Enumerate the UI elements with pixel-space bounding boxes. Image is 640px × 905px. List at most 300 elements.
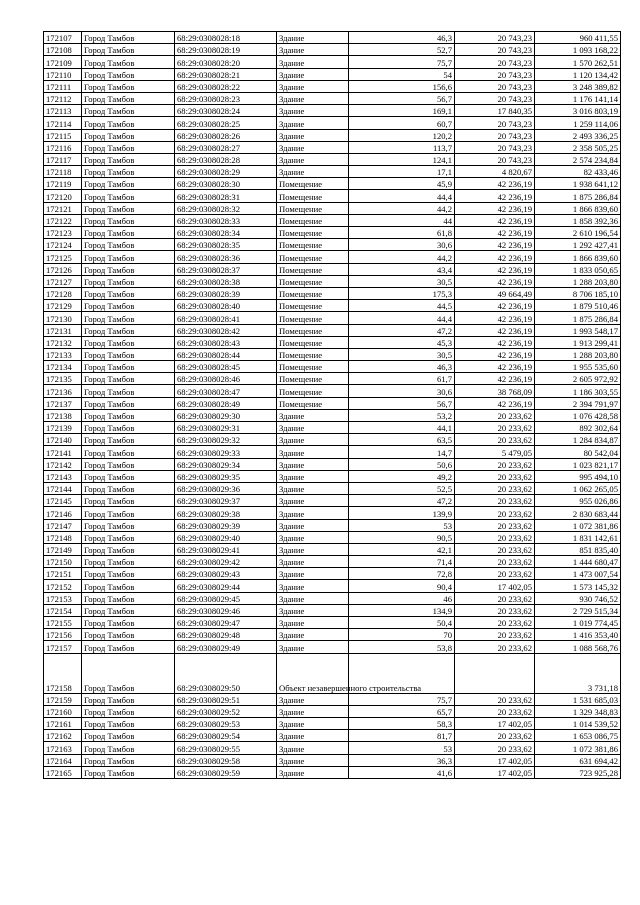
object-type-cell: Помещение <box>277 385 349 397</box>
row-number: 172127 <box>44 275 82 287</box>
unit-value-cell: 20 743,23 <box>455 32 535 44</box>
cadastral-number-cell: 68:29:0308028:41 <box>175 312 277 324</box>
area-cell: 139,9 <box>349 507 455 519</box>
cadastral-number-cell: 68:29:0308028:36 <box>175 251 277 263</box>
object-type-cell: Здание <box>277 531 349 543</box>
registry-table-body <box>44 32 621 779</box>
object-type-cell: Здание <box>277 92 349 104</box>
row-number: 172140 <box>44 434 82 446</box>
unit-value-cell: 42 236,19 <box>455 397 535 409</box>
table-row <box>44 190 621 202</box>
cadastral-value-cell: 1 019 774,45 <box>535 617 621 629</box>
city-cell: Город Тамбов <box>82 202 175 214</box>
table-row <box>44 482 621 494</box>
city-cell: Город Тамбов <box>82 507 175 519</box>
city-cell: Город Тамбов <box>82 470 175 482</box>
area-cell: 41,6 <box>349 766 455 778</box>
row-number: 172145 <box>44 495 82 507</box>
unit-value-cell: 38 768,09 <box>455 385 535 397</box>
row-number: 172156 <box>44 629 82 641</box>
cadastral-number-cell: 68:29:0308028:20 <box>175 56 277 68</box>
row-number: 172132 <box>44 336 82 348</box>
city-cell: Город Тамбов <box>82 556 175 568</box>
area-cell: 30,6 <box>349 239 455 251</box>
city-cell: Город Тамбов <box>82 44 175 56</box>
city-cell: Город Тамбов <box>82 434 175 446</box>
area-cell: 44,4 <box>349 312 455 324</box>
table-row <box>44 348 621 360</box>
unit-value-cell: 20 743,23 <box>455 92 535 104</box>
table-row <box>44 312 621 324</box>
cadastral-number-cell: 68:29:0308028:28 <box>175 153 277 165</box>
object-type-cell: Помещение <box>277 373 349 385</box>
area-cell: 17,1 <box>349 166 455 178</box>
area-cell: 49,2 <box>349 470 455 482</box>
city-cell: Город Тамбов <box>82 166 175 178</box>
city-cell: Город Тамбов <box>82 531 175 543</box>
table-row <box>44 153 621 165</box>
unit-value-cell: 17 840,35 <box>455 105 535 117</box>
unit-value-cell: 42 236,19 <box>455 336 535 348</box>
cadastral-value-cell: 2 610 196,54 <box>535 227 621 239</box>
object-type-cell: Здание <box>277 105 349 117</box>
table-row <box>44 617 621 629</box>
unit-value-cell: 20 743,23 <box>455 56 535 68</box>
table-row <box>44 422 621 434</box>
table-row <box>44 251 621 263</box>
cadastral-number-cell: 68:29:0308028:33 <box>175 214 277 226</box>
area-cell: 30,5 <box>349 348 455 360</box>
unit-value-cell: 42 236,19 <box>455 361 535 373</box>
row-number: 172135 <box>44 373 82 385</box>
city-cell: Город Тамбов <box>82 141 175 153</box>
city-cell: Город Тамбов <box>82 153 175 165</box>
city-cell: Город Тамбов <box>82 251 175 263</box>
area-cell: 47,2 <box>349 495 455 507</box>
row-number: 172148 <box>44 531 82 543</box>
table-row <box>44 519 621 531</box>
area-cell: 30,6 <box>349 385 455 397</box>
area-cell: 169,1 <box>349 105 455 117</box>
city-cell: Город Тамбов <box>82 766 175 778</box>
object-type-cell: Помещение <box>277 348 349 360</box>
table-row <box>44 531 621 543</box>
row-number: 172118 <box>44 166 82 178</box>
city-cell: Город Тамбов <box>82 705 175 717</box>
cadastral-value-cell: 1 993 548,17 <box>535 324 621 336</box>
cadastral-value-cell: 631 694,42 <box>535 754 621 766</box>
city-cell: Город Тамбов <box>82 275 175 287</box>
row-number: 172123 <box>44 227 82 239</box>
table-row <box>44 766 621 778</box>
cadastral-value-cell: 1 093 168,22 <box>535 44 621 56</box>
cadastral-value-cell: 80 542,04 <box>535 446 621 458</box>
table-row <box>44 754 621 766</box>
row-number: 172161 <box>44 717 82 729</box>
city-cell: Город Тамбов <box>82 263 175 275</box>
table-row <box>44 592 621 604</box>
cadastral-number-cell: 68:29:0308029:30 <box>175 409 277 421</box>
cadastral-number-cell: 68:29:0308028:39 <box>175 287 277 299</box>
cadastral-value-cell: 1 259 114,06 <box>535 117 621 129</box>
table-row <box>44 105 621 117</box>
unit-value-cell: 42 236,19 <box>455 348 535 360</box>
area-cell: 75,7 <box>349 693 455 705</box>
row-number: 172139 <box>44 422 82 434</box>
unit-value-cell: 20 233,62 <box>455 495 535 507</box>
object-type-cell: Здание <box>277 32 349 44</box>
cadastral-value-cell: 3 248 389,82 <box>535 80 621 92</box>
city-cell: Город Тамбов <box>82 458 175 470</box>
object-type-cell: Здание <box>277 580 349 592</box>
unit-value-cell: 20 233,62 <box>455 422 535 434</box>
object-type-cell: Здание <box>277 766 349 778</box>
unit-value-cell: 20 743,23 <box>455 117 535 129</box>
cadastral-value-cell: 1 023 821,17 <box>535 458 621 470</box>
area-cell: 53,8 <box>349 641 455 653</box>
unit-value-cell: 20 233,62 <box>455 693 535 705</box>
cadastral-number-cell: 68:29:0308028:31 <box>175 190 277 202</box>
cadastral-value-cell: 1 875 286,84 <box>535 190 621 202</box>
cadastral-number-cell: 68:29:0308029:55 <box>175 742 277 754</box>
unit-value-cell: 5 479,05 <box>455 446 535 458</box>
row-number: 172122 <box>44 214 82 226</box>
cadastral-number-cell: 68:29:0308029:34 <box>175 458 277 470</box>
object-type-cell: Здание <box>277 56 349 68</box>
row-number: 172154 <box>44 604 82 616</box>
table-row <box>44 693 621 705</box>
city-cell: Город Тамбов <box>82 80 175 92</box>
area-cell: 56,7 <box>349 397 455 409</box>
unit-value-cell: 20 233,62 <box>455 604 535 616</box>
table-row <box>44 397 621 409</box>
cadastral-number-cell: 68:29:0308028:19 <box>175 44 277 56</box>
object-type-cell: Здание <box>277 117 349 129</box>
object-type-cell: Помещение <box>277 287 349 299</box>
city-cell: Город Тамбов <box>82 519 175 531</box>
object-type-cell: Здание <box>277 129 349 141</box>
cadastral-number-cell: 68:29:0308028:30 <box>175 178 277 190</box>
object-type-cell: Помещение <box>277 312 349 324</box>
area-cell: 156,6 <box>349 80 455 92</box>
unit-value-cell: 20 233,62 <box>455 482 535 494</box>
cadastral-number-cell: 68:29:0308029:43 <box>175 568 277 580</box>
table-row <box>44 214 621 226</box>
area-cell: 61,8 <box>349 227 455 239</box>
area-cell: 36,3 <box>349 754 455 766</box>
area-cell: 75,7 <box>349 56 455 68</box>
row-number: 172155 <box>44 617 82 629</box>
cadastral-value-cell: 1 831 142,61 <box>535 531 621 543</box>
city-cell: Город Тамбов <box>82 324 175 336</box>
area-cell: 56,7 <box>349 92 455 104</box>
cadastral-value-cell: 8 706 185,10 <box>535 287 621 299</box>
row-number: 172144 <box>44 482 82 494</box>
cadastral-number-cell: 68:29:0308028:27 <box>175 141 277 153</box>
object-type-cell: Здание <box>277 80 349 92</box>
row-number: 172137 <box>44 397 82 409</box>
area-cell: 44,1 <box>349 422 455 434</box>
cadastral-value-cell: 2 493 336,25 <box>535 129 621 141</box>
cadastral-number-cell: 68:29:0308028:26 <box>175 129 277 141</box>
object-type-cell: Помещение <box>277 214 349 226</box>
area-cell: 81,7 <box>349 730 455 742</box>
row-number: 172149 <box>44 543 82 555</box>
row-number: 172151 <box>44 568 82 580</box>
unit-value-cell: 42 236,19 <box>455 227 535 239</box>
unit-value-cell <box>455 653 535 693</box>
city-cell: Город Тамбов <box>82 373 175 385</box>
area-cell: 14,7 <box>349 446 455 458</box>
cadastral-number-cell: 68:29:0308028:35 <box>175 239 277 251</box>
area-cell: 44,4 <box>349 190 455 202</box>
cadastral-number-cell: 68:29:0308028:49 <box>175 397 277 409</box>
cadastral-value-cell: 3 731,18 <box>535 653 621 693</box>
cadastral-value-cell: 2 394 791,97 <box>535 397 621 409</box>
cadastral-number-cell: 68:29:0308028:23 <box>175 92 277 104</box>
cadastral-number-cell: 68:29:0308029:35 <box>175 470 277 482</box>
row-number: 172141 <box>44 446 82 458</box>
unit-value-cell: 20 233,62 <box>455 519 535 531</box>
cadastral-value-cell: 1 062 265,05 <box>535 482 621 494</box>
table-row <box>44 730 621 742</box>
object-type-cell: Здание <box>277 592 349 604</box>
object-type-cell: Здание <box>277 446 349 458</box>
cadastral-number-cell: 68:29:0308029:45 <box>175 592 277 604</box>
city-cell: Город Тамбов <box>82 653 175 693</box>
table-row <box>44 336 621 348</box>
area-cell: 53,2 <box>349 409 455 421</box>
cadastral-value-cell: 960 411,55 <box>535 32 621 44</box>
cadastral-number-cell: 68:29:0308029:41 <box>175 543 277 555</box>
object-type-cell: Здание <box>277 166 349 178</box>
object-type-cell: Здание <box>277 693 349 705</box>
cadastral-value-cell: 2 605 972,92 <box>535 373 621 385</box>
row-number: 172152 <box>44 580 82 592</box>
unit-value-cell: 4 820,67 <box>455 166 535 178</box>
cadastral-number-cell: 68:29:0308029:36 <box>175 482 277 494</box>
area-cell: 120,2 <box>349 129 455 141</box>
unit-value-cell: 42 236,19 <box>455 373 535 385</box>
city-cell: Город Тамбов <box>82 129 175 141</box>
cadastral-number-cell: 68:29:0308029:51 <box>175 693 277 705</box>
cadastral-number-cell: 68:29:0308028:24 <box>175 105 277 117</box>
cadastral-value-cell: 1 858 392,36 <box>535 214 621 226</box>
city-cell: Город Тамбов <box>82 592 175 604</box>
area-cell: 72,8 <box>349 568 455 580</box>
object-type-cell: Здание <box>277 495 349 507</box>
city-cell: Город Тамбов <box>82 717 175 729</box>
unit-value-cell: 20 233,62 <box>455 617 535 629</box>
cadastral-value-cell: 1 938 641,12 <box>535 178 621 190</box>
row-number: 172117 <box>44 153 82 165</box>
unit-value-cell: 42 236,19 <box>455 251 535 263</box>
area-cell: 175,3 <box>349 287 455 299</box>
table-row <box>44 705 621 717</box>
object-type-cell: Помещение <box>277 397 349 409</box>
table-row <box>44 641 621 653</box>
cadastral-value-cell: 955 026,86 <box>535 495 621 507</box>
object-type-cell: Помещение <box>277 336 349 348</box>
table-row <box>44 44 621 56</box>
city-cell: Город Тамбов <box>82 117 175 129</box>
cadastral-number-cell: 68:29:0308028:45 <box>175 361 277 373</box>
city-cell: Город Тамбов <box>82 693 175 705</box>
cadastral-number-cell: 68:29:0308029:49 <box>175 641 277 653</box>
table-row <box>44 458 621 470</box>
row-number: 172126 <box>44 263 82 275</box>
table-row <box>44 742 621 754</box>
unit-value-cell: 42 236,19 <box>455 275 535 287</box>
unit-value-cell: 17 402,05 <box>455 580 535 592</box>
area-cell: 52,5 <box>349 482 455 494</box>
cadastral-number-cell: 68:29:0308029:31 <box>175 422 277 434</box>
cadastral-number-cell: 68:29:0308029:39 <box>175 519 277 531</box>
area-cell: 30,5 <box>349 275 455 287</box>
unit-value-cell: 20 233,62 <box>455 641 535 653</box>
cadastral-number-cell: 68:29:0308029:32 <box>175 434 277 446</box>
row-number: 172164 <box>44 754 82 766</box>
area-cell: 61,7 <box>349 373 455 385</box>
table-row <box>44 300 621 312</box>
row-number: 172136 <box>44 385 82 397</box>
cadastral-value-cell: 892 302,64 <box>535 422 621 434</box>
cadastral-number-cell: 68:29:0308029:53 <box>175 717 277 729</box>
table-row <box>44 263 621 275</box>
cadastral-value-cell: 2 358 505,25 <box>535 141 621 153</box>
area-cell: 43,4 <box>349 263 455 275</box>
cadastral-value-cell: 1 292 427,41 <box>535 239 621 251</box>
city-cell: Город Тамбов <box>82 214 175 226</box>
cadastral-value-cell: 1 088 568,76 <box>535 641 621 653</box>
city-cell: Город Тамбов <box>82 543 175 555</box>
row-number: 172112 <box>44 92 82 104</box>
unit-value-cell: 20 743,23 <box>455 129 535 141</box>
cadastral-number-cell: 68:29:0308028:37 <box>175 263 277 275</box>
object-type-cell: Помещение <box>277 227 349 239</box>
row-number: 172138 <box>44 409 82 421</box>
object-type-cell: Здание <box>277 604 349 616</box>
city-cell: Город Тамбов <box>82 336 175 348</box>
city-cell: Город Тамбов <box>82 348 175 360</box>
object-type-cell: Здание <box>277 434 349 446</box>
area-cell: 124,1 <box>349 153 455 165</box>
area-cell: 44,2 <box>349 251 455 263</box>
cadastral-number-cell: 68:29:0308028:43 <box>175 336 277 348</box>
area-cell: 44,2 <box>349 202 455 214</box>
cadastral-value-cell: 1 573 145,32 <box>535 580 621 592</box>
city-cell: Город Тамбов <box>82 568 175 580</box>
row-number: 172160 <box>44 705 82 717</box>
table-row <box>44 202 621 214</box>
unit-value-cell: 20 743,23 <box>455 80 535 92</box>
unit-value-cell: 20 233,62 <box>455 531 535 543</box>
area-cell: 113,7 <box>349 141 455 153</box>
row-number: 172129 <box>44 300 82 312</box>
table-row <box>44 239 621 251</box>
area-cell: 70 <box>349 629 455 641</box>
table-row <box>44 92 621 104</box>
city-cell: Город Тамбов <box>82 178 175 190</box>
cadastral-value-cell: 1 284 834,87 <box>535 434 621 446</box>
cadastral-number-cell: 68:29:0308029:47 <box>175 617 277 629</box>
area-cell: 42,1 <box>349 543 455 555</box>
cadastral-value-cell: 1 866 839,60 <box>535 202 621 214</box>
row-number: 172150 <box>44 556 82 568</box>
table-row <box>44 227 621 239</box>
unit-value-cell: 42 236,19 <box>455 312 535 324</box>
row-number: 172163 <box>44 742 82 754</box>
table-row <box>44 446 621 458</box>
table-row <box>44 141 621 153</box>
unit-value-cell: 20 233,62 <box>455 592 535 604</box>
row-number: 172130 <box>44 312 82 324</box>
unit-value-cell: 20 743,23 <box>455 68 535 80</box>
cadastral-number-cell: 68:29:0308028:25 <box>175 117 277 129</box>
city-cell: Город Тамбов <box>82 495 175 507</box>
cadastral-number-cell: 68:29:0308028:44 <box>175 348 277 360</box>
unit-value-cell: 17 402,05 <box>455 766 535 778</box>
cadastral-value-cell: 851 835,40 <box>535 543 621 555</box>
city-cell: Город Тамбов <box>82 92 175 104</box>
unit-value-cell: 17 402,05 <box>455 754 535 766</box>
table-row <box>44 568 621 580</box>
cadastral-value-cell: 1 416 353,40 <box>535 629 621 641</box>
cadastral-value-cell: 930 746,52 <box>535 592 621 604</box>
unit-value-cell: 42 236,19 <box>455 214 535 226</box>
cadastral-value-cell: 1 531 685,03 <box>535 693 621 705</box>
unit-value-cell: 20 233,62 <box>455 543 535 555</box>
city-cell: Город Тамбов <box>82 361 175 373</box>
object-type-cell: Здание <box>277 754 349 766</box>
table-row <box>44 495 621 507</box>
cadastral-value-cell: 1 875 286,84 <box>535 312 621 324</box>
table-row <box>44 129 621 141</box>
city-cell: Город Тамбов <box>82 239 175 251</box>
cadastral-number-cell: 68:29:0308029:58 <box>175 754 277 766</box>
unit-value-cell: 20 233,62 <box>455 568 535 580</box>
object-type-cell: Помещение <box>277 361 349 373</box>
object-type-cell: Объект незавершенного строительства <box>277 653 349 693</box>
area-cell: 44 <box>349 214 455 226</box>
city-cell: Город Тамбов <box>82 604 175 616</box>
city-cell: Город Тамбов <box>82 617 175 629</box>
table-row <box>44 324 621 336</box>
row-number: 172109 <box>44 56 82 68</box>
cadastral-number-cell: 68:29:0308028:47 <box>175 385 277 397</box>
unit-value-cell: 20 743,23 <box>455 44 535 56</box>
table-row <box>44 629 621 641</box>
table-row <box>44 68 621 80</box>
object-type-cell: Здание <box>277 641 349 653</box>
cadastral-value-cell: 1 014 539,52 <box>535 717 621 729</box>
object-type-cell: Здание <box>277 422 349 434</box>
area-cell: 53 <box>349 519 455 531</box>
cadastral-value-cell: 1 288 203,80 <box>535 275 621 287</box>
city-cell: Город Тамбов <box>82 287 175 299</box>
object-type-cell: Помещение <box>277 263 349 275</box>
cadastral-value-cell: 3 016 803,19 <box>535 105 621 117</box>
city-cell: Город Тамбов <box>82 580 175 592</box>
cadastral-number-cell: 68:29:0308029:52 <box>175 705 277 717</box>
table-row <box>44 373 621 385</box>
area-cell: 134,9 <box>349 604 455 616</box>
area-cell: 60,7 <box>349 117 455 129</box>
object-type-cell: Помещение <box>277 178 349 190</box>
cadastral-number-cell: 68:29:0308029:40 <box>175 531 277 543</box>
row-number: 172162 <box>44 730 82 742</box>
unit-value-cell: 20 233,62 <box>455 629 535 641</box>
